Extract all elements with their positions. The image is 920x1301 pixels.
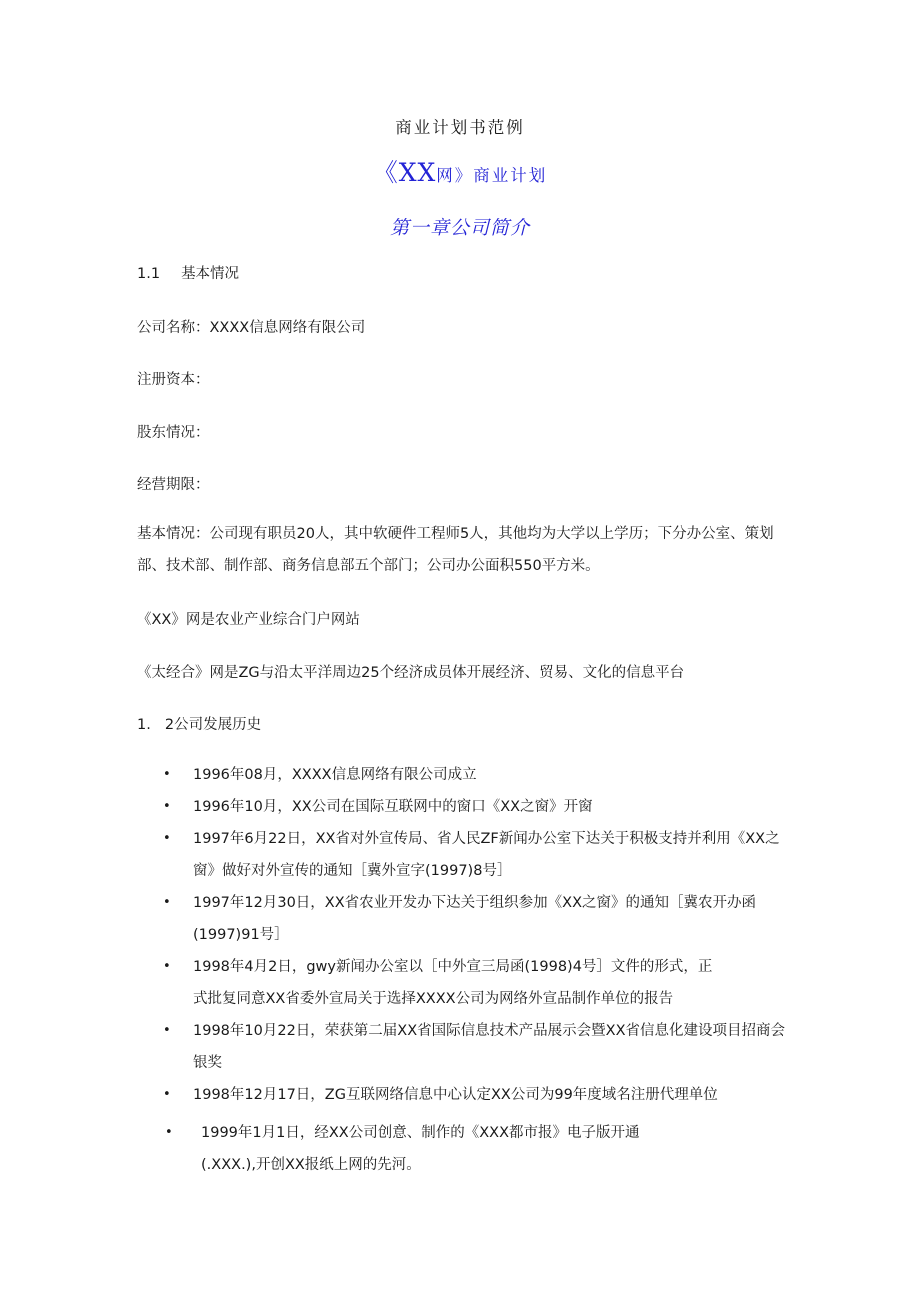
subtitle-main: 《XX (372, 158, 437, 187)
section-label: 2公司发展历史 (164, 717, 262, 733)
chapter-heading: 第一章公司简介 (389, 217, 530, 239)
portal-description: 《XX》网是农业产业综合门户网站 (137, 612, 360, 628)
list-item-text: 1997年12月30日，XX省农业开发办下达关于组织参加《XX之窗》的通知［冀农开办函(1997)91号］ (193, 895, 757, 943)
shareholders-line: 股东情况： (137, 425, 210, 441)
subtitle-rest: 网》商业计划 (436, 166, 548, 185)
bullet-marker: • (163, 959, 171, 974)
bullet-marker: • (163, 1023, 171, 1038)
list-item (163, 791, 793, 823)
plan-subtitle (0, 153, 920, 189)
list-item (163, 1117, 793, 1181)
section-label: 基本情况 (181, 266, 240, 282)
list-item-text: 1997年6月22日，XX省对外宣传局、省人民ZF新闻办公室下达关于积极支持并利用《XX之窗》做好对外宣传的通知［冀外宣字(1997)8号］ (193, 831, 780, 879)
section-number: 1. (137, 717, 151, 733)
list-item (163, 887, 793, 951)
list-item-text: 1998年10月22日，荣获第二届XX省国际信息技术产品展示会暨XX省信息化建设项目招商会银奖 (193, 1023, 786, 1071)
section-heading-1-2 (137, 713, 261, 734)
bullet-marker: • (163, 767, 171, 782)
list-item (163, 823, 793, 887)
history-list (163, 759, 793, 1181)
list-item-text: 1998年12月17日，ZG互联网络信息中心认定XX公司为99年度域名注册代理单位 (193, 1087, 718, 1103)
list-item (163, 759, 793, 791)
basic-info-paragraph: 基本情况：公司现有职员20人，其中软硬件工程师5人，其他均为大学以上学历；下分办公室、策划部、技术部、制作部、商务信息部五个部门；公司办公面积550平方米。 (137, 526, 774, 574)
section-heading-1-1 (137, 262, 239, 283)
registered-capital-line: 注册资本： (137, 372, 210, 388)
term-line: 经营期限： (137, 477, 210, 493)
document-title: 商业计划书范例 (395, 118, 525, 137)
bullet-marker: • (165, 1125, 173, 1140)
list-item (163, 1079, 793, 1111)
list-item (163, 951, 793, 1015)
bullet-marker: • (163, 799, 171, 814)
list-item-text: 1996年10月，XX公司在国际互联网中的窗口《XX之窗》开窗 (193, 799, 593, 815)
bullet-marker: • (163, 1087, 171, 1102)
list-item (163, 1015, 793, 1079)
list-item-text: 1998年4月2日，gwy新闻办公室以［中外宣三局函(1998)4号］文件的形式，正式批复同意XX省委外宣局关于选择XXXX公司为网络外宣品制作单位的报告 (193, 959, 713, 1007)
list-item-text: 1999年1月1日，经XX公司创意、制作的《XXX都市报》电子版开通(.XXX.),开创XX报纸上网的先河。 (201, 1125, 640, 1173)
list-item-text: 1996年08月，XXXX信息网络有限公司成立 (193, 767, 477, 783)
platform-description: 《太经合》网是ZG与沿太平洋周边25个经济成员体开展经济、贸易、文化的信息平台 (137, 665, 685, 681)
section-number: 1.1 (137, 266, 161, 282)
bullet-marker: • (163, 895, 171, 910)
company-name-line: 公司名称：XXXX信息网络有限公司 (137, 320, 366, 336)
bullet-marker: • (163, 831, 171, 846)
